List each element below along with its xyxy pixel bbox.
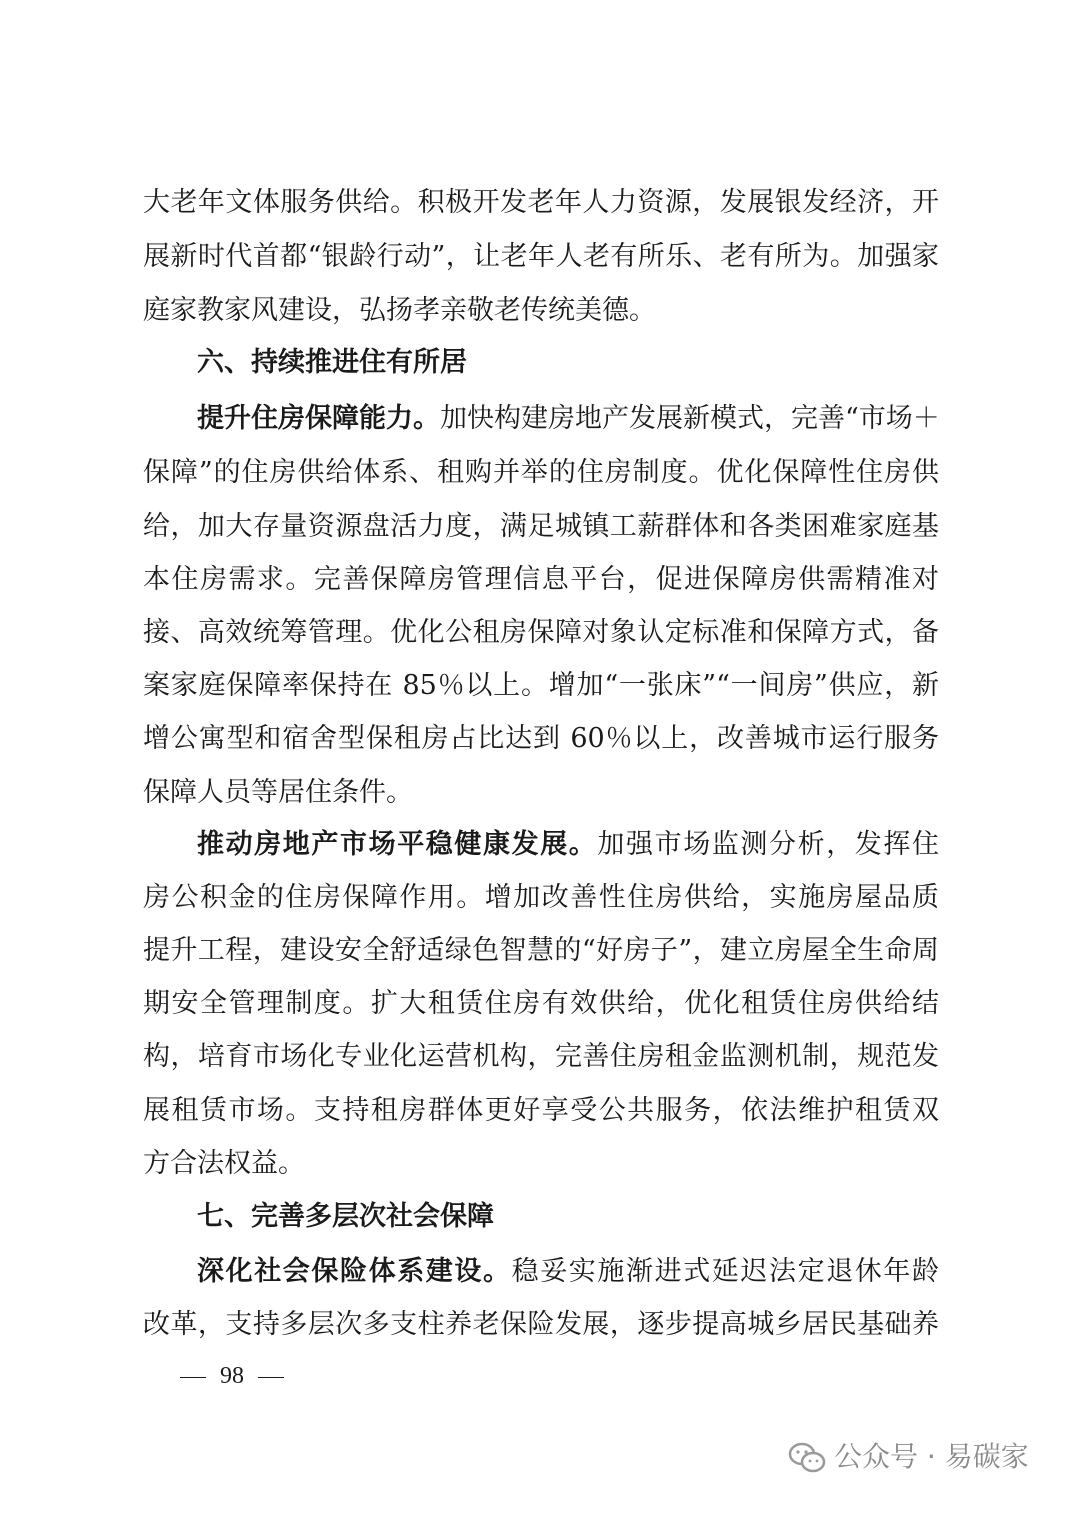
housing-security-lead: 提升住房保障能力。 bbox=[197, 403, 440, 434]
real-estate-first-line bbox=[197, 818, 939, 872]
page-number-left-dash bbox=[180, 1377, 206, 1378]
page-number bbox=[166, 1356, 298, 1396]
real-estate-line-7: 方合法权益。 bbox=[143, 1148, 305, 1179]
section-six-heading: 六、持续推进住有所居 bbox=[197, 347, 467, 378]
page-number-right-dash bbox=[258, 1377, 284, 1378]
housing-security-line-4: 本住房需求。完善保障房管理信息平台，促进保障房供需精准对 bbox=[143, 564, 939, 595]
housing-security-line-3: 给，加大存量资源盘活力度，满足城镇工薪群体和各类困难家庭基 bbox=[143, 511, 939, 542]
intro-line-3: 庭家教家风建设，弘扬孝亲敬老传统美德。 bbox=[143, 295, 656, 326]
insurance-lead: 深化社会保险体系建设。 bbox=[197, 1256, 512, 1287]
real-estate-line-5: 构，培育市场化专业化运营机构，完善住房租金监测机制，规范发 bbox=[143, 1041, 939, 1072]
insurance-first-line-rest: 稳妥实施渐进式延迟法定退休年龄 bbox=[511, 1256, 940, 1287]
insurance-first-line bbox=[197, 1245, 939, 1299]
watermark bbox=[788, 1433, 1029, 1481]
insurance-line-2: 改革，支持多层次多支柱养老保险发展，逐步提高城乡居民基础养 bbox=[143, 1309, 939, 1340]
housing-security-line-5: 接、高效统筹管理。优化公租房保障对象认定标准和保障方式，备 bbox=[143, 617, 939, 648]
housing-security-first-line bbox=[197, 392, 939, 446]
housing-security-line-2: 保障”的住房供给体系、租购并举的住房制度。优化保障性住房供 bbox=[143, 457, 939, 488]
intro-line-2: 展新时代首都“银龄行动”，让老年人老有所乐、老有所为。加强家 bbox=[143, 241, 939, 272]
real-estate-line-3: 提升工程，建设安全舒适绿色智慧的“好房子”，建立房屋全生命周 bbox=[143, 935, 939, 966]
intro-line-1: 大老年文体服务供给。积极开发老年人力资源，发展银发经济，开 bbox=[143, 187, 939, 218]
housing-security-line-7: 增公寓型和宿舍型保租房占比达到 60％以上，改善城市运行服务 bbox=[143, 723, 939, 754]
watermark-text: 公众号 · 易碳家 bbox=[834, 1440, 1029, 1473]
real-estate-lead: 推动房地产市场平稳健康发展。 bbox=[197, 829, 598, 860]
real-estate-first-line-rest: 加强市场监测分析，发挥住 bbox=[597, 829, 940, 860]
housing-security-line-8: 保障人员等居住条件。 bbox=[143, 777, 413, 808]
real-estate-line-2: 房公积金的住房保障作用。增加改善性住房供给，实施房屋品质 bbox=[143, 882, 939, 913]
housing-security-line-6: 案家庭保障率保持在 85％以上。增加“一张床”“一间房”供应，新 bbox=[143, 670, 939, 701]
real-estate-line-6: 展租赁市场。支持租房群体更好享受公共服务，依法维护租赁双 bbox=[143, 1095, 939, 1126]
housing-security-first-line-rest: 加快构建房地产发展新模式，完善“市场＋ bbox=[440, 403, 940, 434]
real-estate-line-4: 期安全管理制度。扩大租赁住房有效供给，优化租赁住房供给结 bbox=[143, 988, 939, 1019]
wechat-icon bbox=[788, 1441, 826, 1475]
page-number-value: 98 bbox=[220, 1363, 244, 1389]
section-seven-heading: 七、完善多层次社会保障 bbox=[197, 1201, 494, 1232]
